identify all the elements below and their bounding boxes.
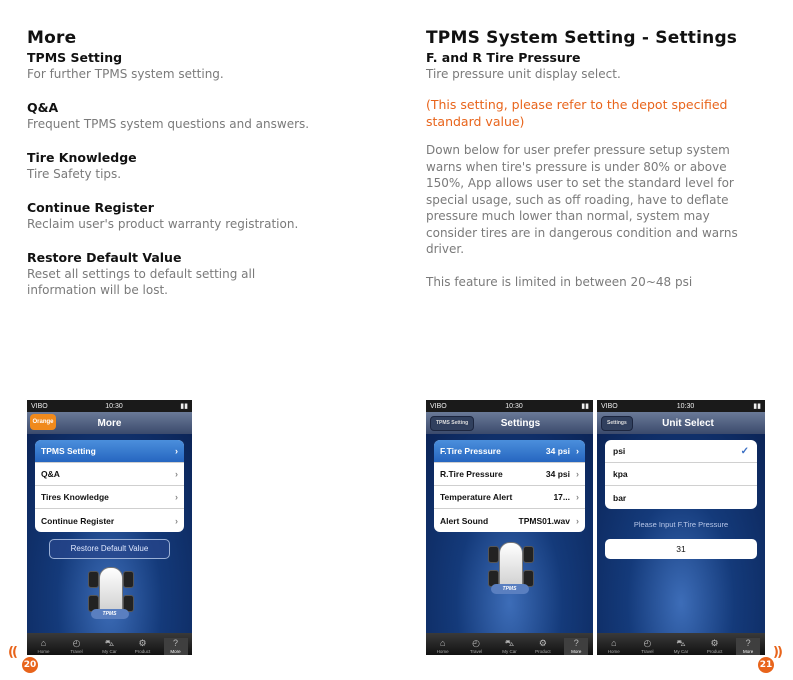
setting-value: 34 psi <box>545 446 570 456</box>
setting-rear-tire-pressure[interactable] <box>434 463 585 486</box>
menu-label: Tires Knowledge <box>41 492 109 502</box>
setting-label: F.Tire Pressure <box>440 446 501 456</box>
nav-bar <box>27 412 192 435</box>
tab-bar <box>426 633 593 655</box>
car-icon: ⛍ <box>504 638 515 648</box>
tab-home[interactable] <box>431 638 455 655</box>
menu-item-continue-register[interactable] <box>35 509 184 532</box>
tab-more[interactable] <box>736 638 760 655</box>
tab-home[interactable] <box>32 638 56 655</box>
setting-alert-sound[interactable] <box>434 509 585 532</box>
wheel-icon <box>488 546 499 563</box>
tab-my-car[interactable] <box>98 638 122 655</box>
car-illustration <box>86 565 134 623</box>
nav-title: Unit Select <box>662 417 714 429</box>
tab-label: My Car <box>102 649 117 654</box>
car-icon: ⛍ <box>676 638 686 648</box>
menu-label: Continue Register <box>41 515 115 526</box>
more-section <box>27 28 387 316</box>
item-desc: Reset all settings to default setting all information will be lost. <box>27 267 256 297</box>
carrier-label: VIBO <box>601 402 618 410</box>
gears-icon: ⚙ <box>538 638 547 648</box>
item-desc: For further TPMS system setting. <box>27 67 224 81</box>
tab-label: Product <box>134 649 151 654</box>
tab-travel[interactable] <box>65 638 89 655</box>
unit-option-psi[interactable] <box>605 440 757 463</box>
setting-label: R.Tire Pressure <box>440 469 503 479</box>
nav-title: More <box>97 417 122 429</box>
chevron-right-icon: › <box>175 469 178 479</box>
back-button[interactable]: Settings <box>601 416 633 431</box>
chevron-right-icon: › <box>175 515 178 526</box>
item-desc: Tire Safety tips. <box>27 167 122 181</box>
travel-icon: ◴ <box>643 638 652 648</box>
chevron-right-icon: › <box>576 515 579 526</box>
tab-label: More <box>743 649 754 654</box>
nav-bar <box>597 412 765 435</box>
tab-home[interactable] <box>602 638 626 655</box>
nav-bar <box>426 412 593 435</box>
chevron-right-icon: › <box>175 492 178 502</box>
unit-options <box>605 440 757 509</box>
unit-label: bar <box>613 492 627 503</box>
setting-value: TPMS01.wav <box>518 515 570 526</box>
item-title: Restore Default Value <box>27 250 182 265</box>
wheel-icon <box>123 571 134 588</box>
setting-front-tire-pressure[interactable] <box>434 440 585 463</box>
settings-section <box>426 28 771 306</box>
menu-label: TPMS Setting <box>41 446 96 456</box>
screenshot-more <box>27 400 192 655</box>
battery-icon: ▮▮ <box>180 403 188 410</box>
tab-label: Product <box>706 649 723 654</box>
item-continue-register <box>27 200 387 232</box>
unit-option-bar[interactable] <box>605 486 757 509</box>
tab-my-car[interactable] <box>497 638 521 655</box>
tab-product[interactable] <box>531 638 555 655</box>
signal-wave-icon: )) <box>773 645 781 660</box>
car-illustration <box>486 540 534 598</box>
item-tpms-setting <box>27 50 387 82</box>
menu-item-tpms-setting[interactable] <box>35 440 184 463</box>
home-icon: ⌂ <box>611 638 617 648</box>
travel-icon: ◴ <box>472 638 480 648</box>
checkmark-icon: ✓ <box>740 445 749 457</box>
unit-option-kpa[interactable] <box>605 463 757 486</box>
home-icon: ⌂ <box>40 638 47 648</box>
item-desc: Reclaim user's product warranty registration. <box>27 217 299 231</box>
screenshot-unit-select <box>597 400 765 655</box>
brand-logo: Orange <box>30 414 56 430</box>
wheel-icon <box>88 571 99 588</box>
signal-wave-icon: (( <box>8 645 16 660</box>
tab-label: Product <box>535 649 551 654</box>
section-heading: More <box>27 28 77 48</box>
setting-note: (This setting, please refer to the depot specified standard value) <box>426 97 728 129</box>
item-desc: Frequent TPMS system questions and answers. <box>27 117 310 131</box>
setting-value: 34 psi <box>545 469 570 479</box>
travel-icon: ◴ <box>72 638 81 648</box>
tab-product[interactable] <box>131 638 155 655</box>
tab-label: More <box>571 649 582 654</box>
clock: 10:30 <box>676 402 695 410</box>
tab-label: My Car <box>673 649 689 654</box>
tab-more[interactable] <box>564 638 588 655</box>
status-bar <box>426 400 593 412</box>
page-number-left: 20 <box>22 657 38 673</box>
tab-travel[interactable] <box>464 638 488 655</box>
setting-label: Temperature Alert <box>440 492 513 502</box>
tpms-badge: TPMS <box>91 609 129 619</box>
tab-label: Travel <box>70 649 83 654</box>
status-bar <box>597 400 765 412</box>
setting-label: Alert Sound <box>440 515 489 526</box>
tab-label: Home <box>37 649 50 654</box>
setting-value: 17... <box>553 492 570 502</box>
restore-default-button[interactable]: Restore Default Value <box>49 539 170 559</box>
screenshot-settings <box>426 400 593 655</box>
item-title: Tire Knowledge <box>27 150 137 165</box>
help-icon: ? <box>172 638 178 648</box>
item-restore-default <box>27 250 387 298</box>
nav-title: Settings <box>500 417 541 429</box>
chevron-right-icon: › <box>576 469 579 479</box>
page-number-right: 21 <box>758 657 774 673</box>
tab-bar <box>27 633 192 655</box>
sub-title: F. and R Tire Pressure <box>426 50 581 65</box>
sub-desc: Tire pressure unit display select. <box>426 67 621 81</box>
status-bar <box>27 400 192 412</box>
tpms-badge: TPMS <box>491 584 529 594</box>
tab-bar <box>597 633 765 655</box>
tab-label: More <box>170 649 181 654</box>
battery-icon: ▮▮ <box>753 403 761 410</box>
clock: 10:30 <box>505 402 523 410</box>
pressure-input[interactable]: 31 <box>605 539 757 559</box>
item-title: Q&A <box>27 100 59 115</box>
tab-product[interactable] <box>703 638 727 655</box>
item-tire-knowledge <box>27 150 387 182</box>
unit-label: psi <box>613 446 626 456</box>
help-icon: ? <box>745 638 751 648</box>
home-icon: ⌂ <box>439 638 446 648</box>
menu-item-qa[interactable] <box>35 463 184 486</box>
help-icon: ? <box>573 638 579 648</box>
back-button[interactable]: TPMS Setting <box>430 416 474 431</box>
input-hint: Please Input F.Tire Pressure <box>633 520 729 529</box>
description-paragraph: Down below for user prefer pressure setup system warns when tire's pressure is under 80% or above 150%, App allows user to set the standard level for special usage, such as off roading, have to deflate pressure much lower than normal, system may consider tires are in dangerous condition and warns driver. <box>426 143 738 256</box>
tab-label: Travel <box>469 649 483 654</box>
tab-label: Home <box>607 649 620 654</box>
more-menu <box>35 440 184 532</box>
item-qa <box>27 100 387 132</box>
clock: 10:30 <box>105 402 123 410</box>
chevron-right-icon: › <box>175 446 178 456</box>
car-icon: ⛍ <box>104 638 115 648</box>
item-title: TPMS Setting <box>27 50 123 65</box>
item-title: Continue Register <box>27 200 154 215</box>
gears-icon: ⚙ <box>710 638 719 648</box>
setting-temperature-alert[interactable] <box>434 486 585 509</box>
tab-travel[interactable] <box>635 638 659 655</box>
limit-note: This feature is limited in between 20~48 psi <box>426 274 693 289</box>
chevron-right-icon: › <box>576 446 579 456</box>
tab-my-car[interactable] <box>669 638 693 655</box>
carrier-label: VIBO <box>31 402 48 410</box>
battery-icon: ▮▮ <box>581 403 589 410</box>
tab-label: My Car <box>502 649 517 654</box>
gears-icon: ⚙ <box>138 638 147 648</box>
tab-label: Home <box>436 649 449 654</box>
wheel-icon <box>523 546 534 563</box>
menu-label: Q&A <box>41 469 60 479</box>
menu-item-tires-knowledge[interactable] <box>35 486 184 509</box>
section-heading: TPMS System Setting - Settings <box>426 28 738 48</box>
tab-more[interactable] <box>164 638 188 655</box>
tab-label: Travel <box>641 649 654 654</box>
chevron-right-icon: › <box>576 492 579 502</box>
carrier-label: VIBO <box>430 402 447 410</box>
settings-list <box>434 440 585 532</box>
unit-label: kpa <box>613 469 628 479</box>
